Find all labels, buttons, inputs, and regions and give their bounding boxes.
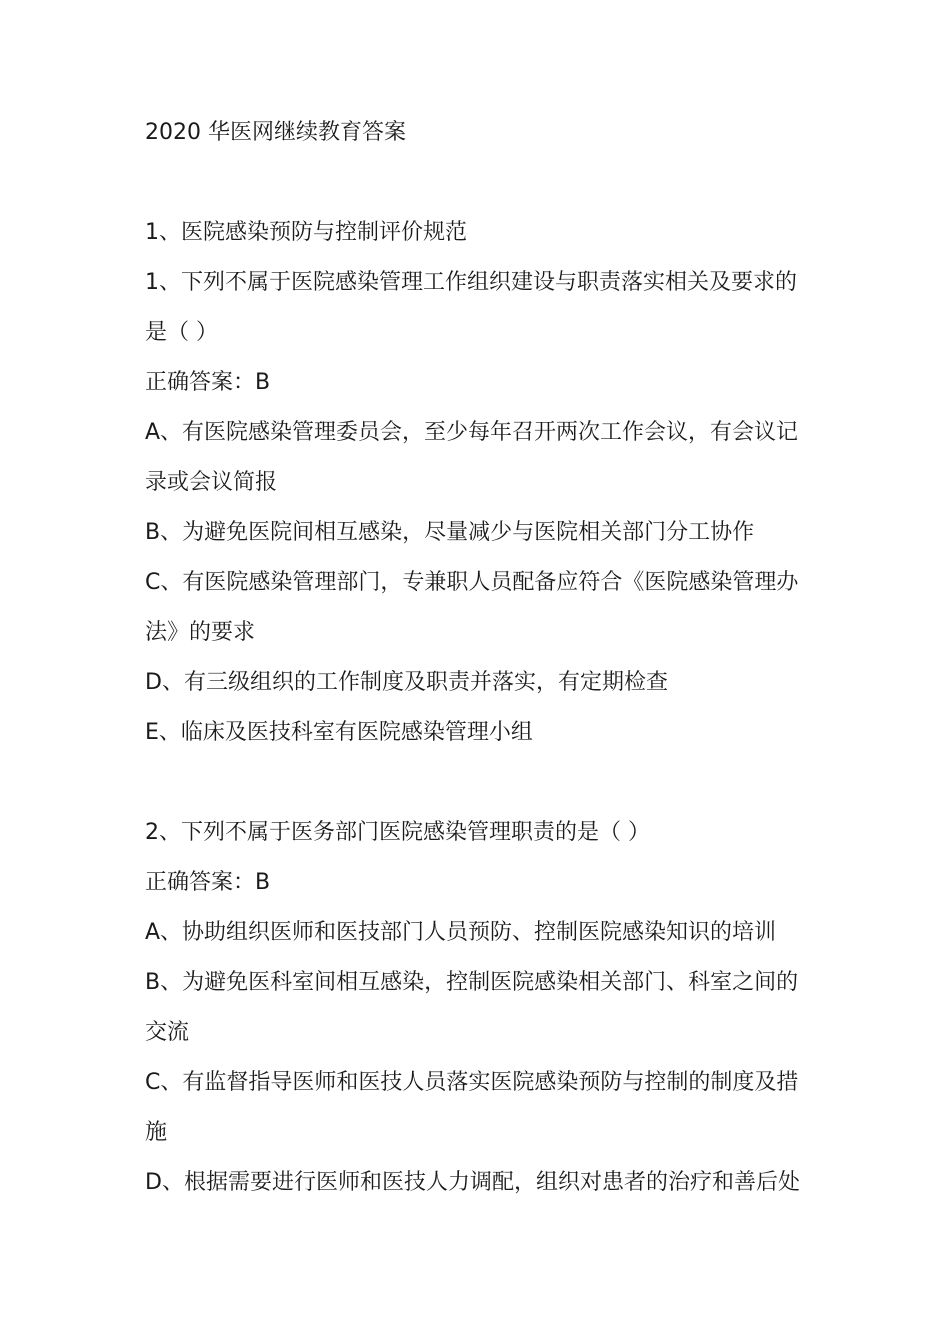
question-2-text: 2、下列不属于医务部门医院感染管理职责的是（ ）: [145, 820, 650, 845]
spacer: [145, 158, 815, 208]
question-2-option-b: B、为避免医科室间相互感染，控制医院感染相关部门、科室之间的: [145, 970, 799, 995]
document-content: [145, 108, 815, 1208]
section-heading: 1、医院感染预防与控制评价规范: [145, 220, 467, 245]
question-2-option-a: A、协助组织医师和医技部门人员预防、控制医院感染知识的培训: [145, 920, 777, 945]
question-1-text: 1、下列不属于医院感染管理工作组织建设与职责落实相关及要求的: [145, 270, 797, 295]
question-1-option-d: D、有三级组织的工作制度及职责并落实，有定期检查: [145, 670, 668, 695]
question-2-answer: 正确答案：B: [145, 870, 271, 895]
question-1-option-c: C、有医院感染管理部门，专兼职人员配备应符合《医院感染管理办: [145, 570, 799, 595]
question-2-option-b-cont: 交流: [145, 1020, 190, 1045]
question-1-text-cont: 是（ ）: [145, 320, 218, 345]
question-1-answer: 正确答案：B: [145, 370, 271, 395]
question-1-option-a-cont: 录或会议简报: [145, 470, 278, 495]
document-title: 2020 华医网继续教育答案: [145, 120, 406, 145]
question-1-option-e: E、临床及医技科室有医院感染管理小组: [145, 720, 533, 745]
question-1-option-a: A、有医院感染管理委员会，至少每年召开两次工作会议，有会议记: [145, 420, 799, 445]
spacer: [145, 758, 815, 808]
question-1-option-b: B、为避免医院间相互感染，尽量减少与医院相关部门分工协作: [145, 520, 755, 545]
question-2-option-d: D、根据需要进行医师和医技人力调配，组织对患者的治疗和善后处: [145, 1170, 800, 1195]
question-2-option-c: C、有监督指导医师和医技人员落实医院感染预防与控制的制度及措: [145, 1070, 799, 1095]
question-1-option-c-cont: 法》的要求: [145, 620, 256, 645]
question-2-option-c-cont: 施: [145, 1120, 168, 1145]
